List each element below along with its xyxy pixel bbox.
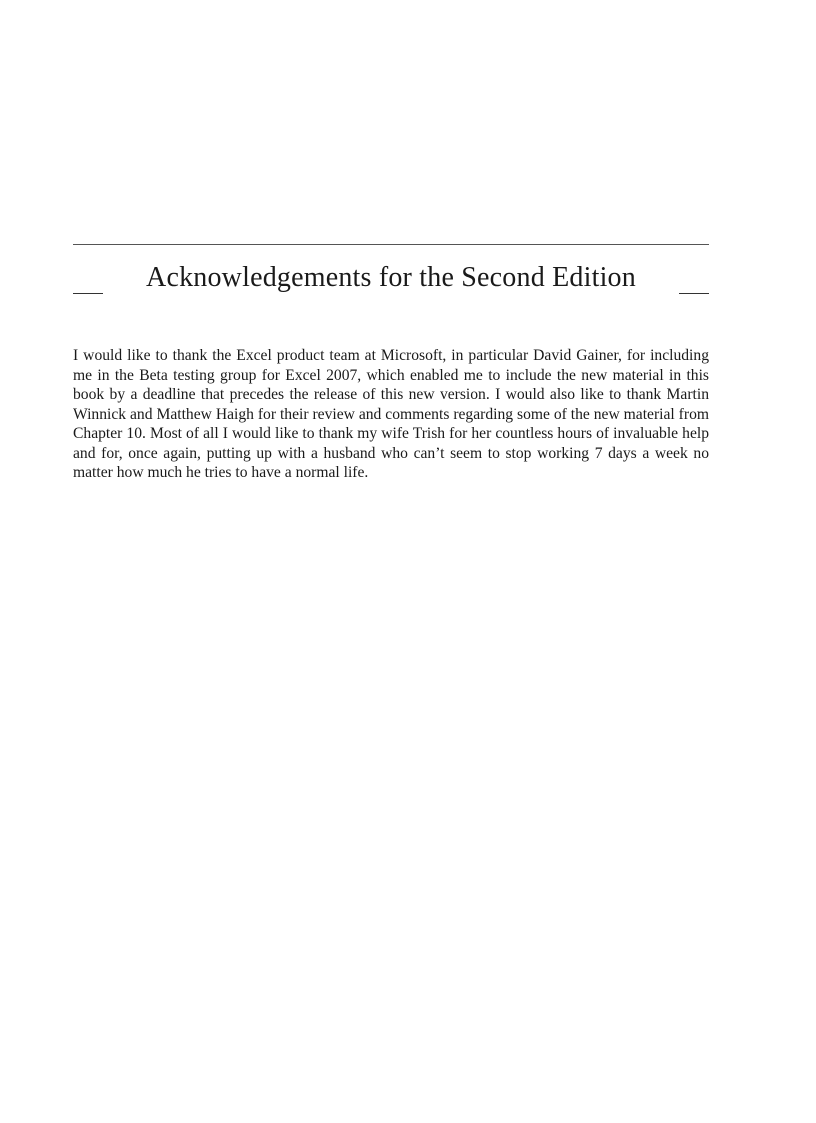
section-heading <box>73 258 709 298</box>
body-paragraph: I would like to thank the Excel product team at Microsoft, in particular David Gainer, for including me in the Beta testing group for Excel 2007, which enabled me to include the new material in this book by a deadline that precedes the release of this new version. I would also like to thank Martin Winnick and Matthew Haigh for their review and comments regarding some of the new material from Chapter 10. Most of all I would like to thank my wife Trish for her countless hours of invaluable help and for, once again, putting up with a husband who can’t seem to stop working 7 days a week no matter how much he tries to have a normal life. <box>73 347 709 481</box>
heading-right-dash <box>679 293 709 294</box>
heading-left-dash <box>73 293 103 294</box>
page-title: Acknowledgements for the Second Edition <box>146 262 636 293</box>
top-rule <box>73 244 709 245</box>
